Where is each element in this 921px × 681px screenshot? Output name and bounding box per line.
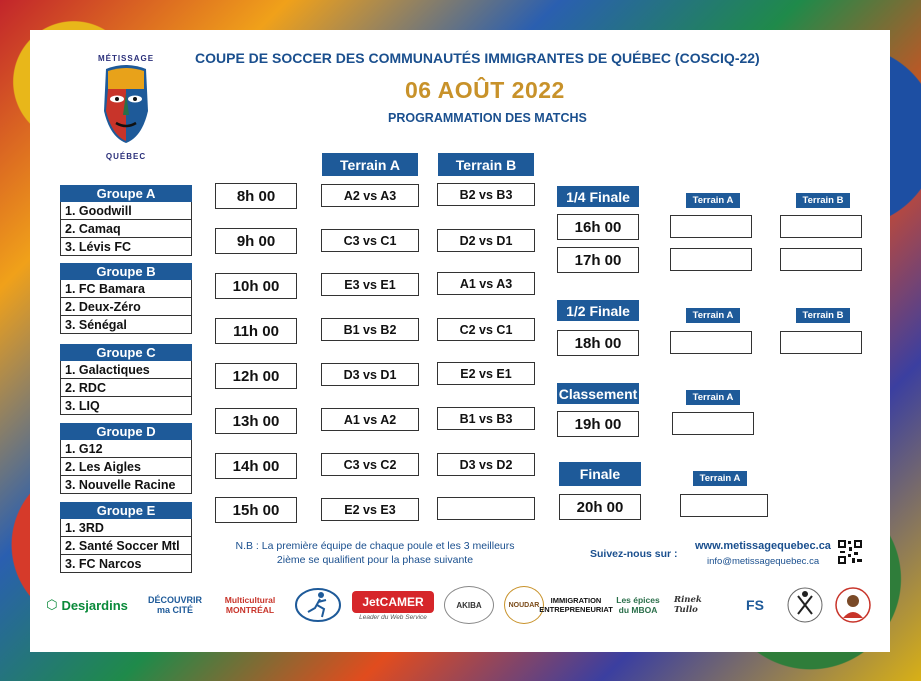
match-terrain-b: D3 vs D2 <box>437 453 535 476</box>
nb-note-line2: 2ième se qualifient pour la phase suivante <box>276 554 474 566</box>
match-terrain-a: A2 vs A3 <box>321 184 419 207</box>
group-a-title: Groupe A <box>60 185 192 202</box>
sponsor-name: Desjardins <box>61 597 128 613</box>
group-e <box>60 502 192 573</box>
match-terrain-a: C3 vs C1 <box>321 229 419 252</box>
sponsor-decouvrir: DÉCOUVRIR ma CITÉ <box>147 595 202 615</box>
sponsor-akiba: AKIBA <box>444 586 494 624</box>
semi-time: 18h 00 <box>557 330 639 356</box>
sponsor-jetcamer: JetCAMER <box>352 591 434 613</box>
time-slot: 9h 00 <box>215 228 297 254</box>
sponsor-chef-icon <box>786 586 824 624</box>
match-terrain-a: C3 vs C2 <box>321 453 419 476</box>
team-item: 3. LIQ <box>60 397 192 415</box>
group-d-title: Groupe D <box>60 423 192 440</box>
semi-slot-a <box>670 331 752 354</box>
team-item: 3. Lévis FC <box>60 238 192 256</box>
match-terrain-b: E2 vs E1 <box>437 362 535 385</box>
team-item: 1. FC Bamara <box>60 280 192 298</box>
sponsor-immigration: IMMIGRATION ENTREPRENEURIAT <box>539 596 613 614</box>
quarter-terrain-b-label: Terrain B <box>796 193 850 208</box>
quarter-slot-a-2 <box>670 248 752 271</box>
event-date: 06 AOÛT 2022 <box>405 77 565 103</box>
match-terrain-a: D3 vs D1 <box>321 363 419 386</box>
match-terrain-b: B2 vs B3 <box>437 183 535 206</box>
logo-bottom-text: QUÉBEC <box>105 152 147 161</box>
team-item: 2. RDC <box>60 379 192 397</box>
sponsor-runner-icon <box>293 586 343 624</box>
time-slot: 15h 00 <box>215 497 297 523</box>
sponsor-fs: FS <box>746 597 764 613</box>
semi-terrain-a-label: Terrain A <box>686 308 740 323</box>
classement-label: Classement <box>557 383 639 404</box>
finale-slot-a <box>680 494 768 517</box>
sponsor-noudar: NOUDAR <box>504 586 544 624</box>
group-c <box>60 344 192 415</box>
match-terrain-b: D2 vs D1 <box>437 229 535 252</box>
team-item: 1. Galactiques <box>60 361 192 379</box>
team-item: 1. 3RD <box>60 519 192 537</box>
terrain-b-header: Terrain B <box>438 153 534 176</box>
follow-us-text: Suivez-nous sur : <box>590 548 678 560</box>
sponsor-multicultural: Multicultural MONTRÉAL <box>224 595 276 615</box>
time-slot: 10h 00 <box>215 273 297 299</box>
group-a <box>60 185 192 256</box>
group-e-title: Groupe E <box>60 502 192 519</box>
terrain-a-header: Terrain A <box>322 153 418 176</box>
classement-time: 19h 00 <box>557 411 639 437</box>
group-d <box>60 423 192 494</box>
sponsor-portrait-icon <box>834 586 872 624</box>
sponsor-mboa: Les épices du MBOA <box>616 595 660 615</box>
metissage-logo <box>92 54 160 162</box>
event-title: COUPE DE SOCCER DES COMMUNAUTÉS IMMIGRANTES DE QUÉBEC (COSCIQ-22) <box>195 50 760 66</box>
team-item: 3. Nouvelle Racine <box>60 476 192 494</box>
sponsor-signature: Rinek Tullo <box>674 595 702 615</box>
finale-time: 20h 00 <box>559 494 641 520</box>
time-slot: 11h 00 <box>215 318 297 344</box>
quarter-slot-b-2 <box>780 248 862 271</box>
group-b-title: Groupe B <box>60 263 192 280</box>
time-slot: 14h 00 <box>215 453 297 479</box>
website-link[interactable]: www.metissagequebec.ca <box>695 540 831 552</box>
team-item: 2. Deux-Zéro <box>60 298 192 316</box>
match-terrain-a: B1 vs B2 <box>321 318 419 341</box>
logo-top-text: MÉTISSAGE <box>97 54 155 63</box>
email-link[interactable]: info@metissagequebec.ca <box>707 556 820 567</box>
semi-final-label: 1/2 Finale <box>557 300 639 321</box>
match-terrain-a: E3 vs E1 <box>321 273 419 296</box>
qr-code-icon <box>837 539 863 565</box>
team-item: 1. G12 <box>60 440 192 458</box>
time-slot: 12h 00 <box>215 363 297 389</box>
match-terrain-b: A1 vs A3 <box>437 272 535 295</box>
team-item: 1. Goodwill <box>60 202 192 220</box>
match-terrain-b: B1 vs B3 <box>437 407 535 430</box>
team-item: 3. Sénégal <box>60 316 192 334</box>
quarter-time-1: 16h 00 <box>557 214 639 240</box>
quarter-slot-a-1 <box>670 215 752 238</box>
quarter-time-2: 17h 00 <box>557 247 639 273</box>
time-slot: 8h 00 <box>215 183 297 209</box>
classement-terrain-a-label: Terrain A <box>686 390 740 405</box>
match-terrain-b: C2 vs C1 <box>437 318 535 341</box>
semi-slot-b <box>780 331 862 354</box>
match-terrain-b <box>437 497 535 520</box>
team-item: 3. FC Narcos <box>60 555 192 573</box>
quarter-final-label: 1/4 Finale <box>557 186 639 207</box>
match-terrain-a: A1 vs A2 <box>321 408 419 431</box>
mask-icon <box>96 63 156 147</box>
nb-note-line1: N.B : La première équipe de chaque poule et les 3 meilleurs <box>235 540 515 552</box>
group-c-title: Groupe C <box>60 344 192 361</box>
team-item: 2. Santé Soccer Mtl <box>60 537 192 555</box>
group-b <box>60 263 192 334</box>
semi-terrain-b-label: Terrain B <box>796 308 850 323</box>
team-item: 2. Camaq <box>60 220 192 238</box>
page-subtitle: PROGRAMMATION DES MATCHS <box>388 111 587 125</box>
finale-terrain-a-label: Terrain A <box>693 471 747 486</box>
jetcamer-tagline: Leader du Web Service <box>359 614 427 621</box>
team-item: 2. Les Aigles <box>60 458 192 476</box>
match-terrain-a: E2 vs E3 <box>321 498 419 521</box>
desjardins-hexagon-icon: ⬡ <box>46 597 58 612</box>
sponsor-desjardins <box>42 594 132 616</box>
quarter-terrain-a-label: Terrain A <box>686 193 740 208</box>
classement-slot-a <box>672 412 754 435</box>
finale-label: Finale <box>559 462 641 486</box>
quarter-slot-b-1 <box>780 215 862 238</box>
time-slot: 13h 00 <box>215 408 297 434</box>
